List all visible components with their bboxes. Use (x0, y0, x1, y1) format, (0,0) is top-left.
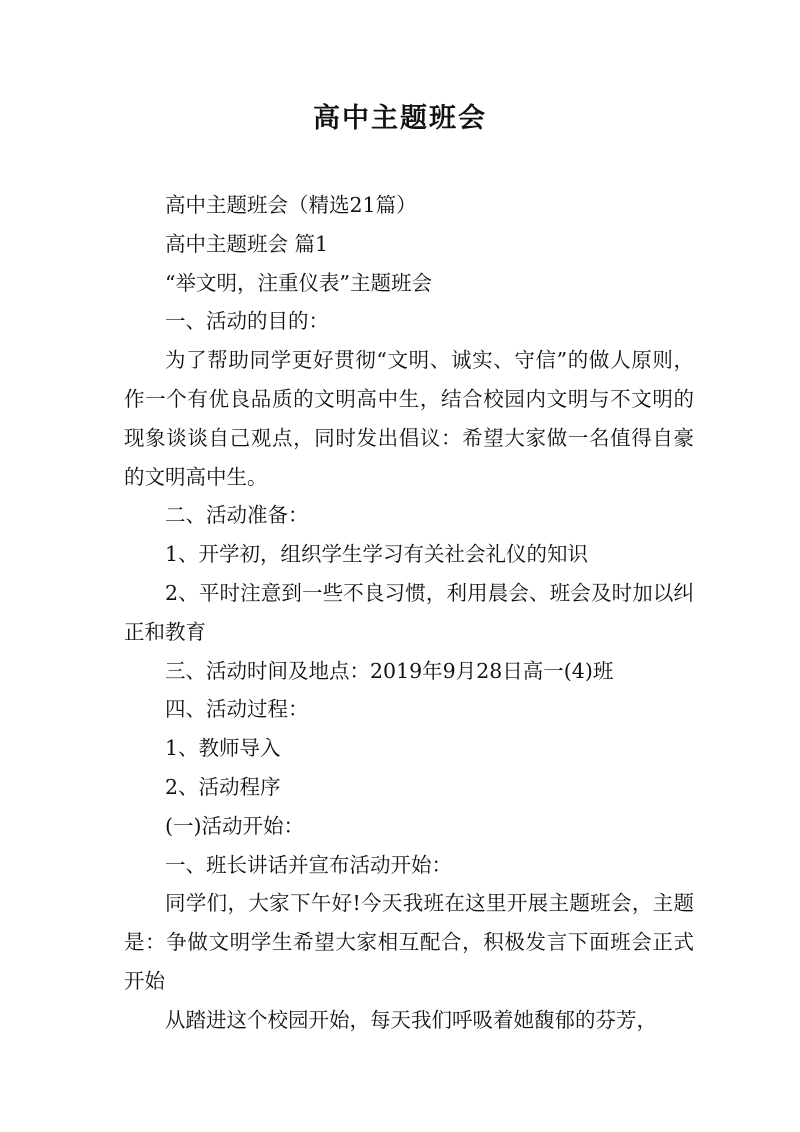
paragraph-activity-start: (一)活动开始： (165, 813, 304, 838)
paragraph-preparation-1: 1、开学初，组织学生学习有关社会礼仪的知识 (165, 542, 589, 567)
document-body (124, 186, 694, 1040)
paragraph-process-1: 1、教师导入 (165, 736, 281, 761)
paragraph-section-process: 四、活动过程： (165, 697, 309, 722)
paragraph-subtitle: 高中主题班会（精选21篇） (165, 193, 417, 217)
paragraph-section-preparation: 二、活动准备： (165, 503, 309, 528)
document-title: 高中主题班会 (313, 103, 487, 134)
paragraph-process-2: 2、活动程序 (165, 774, 281, 799)
paragraph-monitor-speech: 一、班长讲话并宣布活动开始： (165, 852, 452, 877)
paragraph-purpose-text: 为了帮助同学更好贯彻“文明、诚实、守信”的做人原则，作一个有优良品质的文明高中生，结合校园内文明与不文明的现象谈谈自己观点，同时发出倡议：希望大家做一名值得自豪的文明高中生。 (124, 348, 694, 489)
paragraph-section-purpose: 一、活动的目的： (165, 309, 329, 334)
paragraph-preparation-2: 2、平时注意到一些不良习惯，利用晨会、班会及时加以纠正和教育 (124, 580, 694, 644)
paragraph-campus-text: 从踏进这个校园开始，每天我们呼吸着她馥郁的芬芳， (165, 1007, 657, 1032)
paragraph-theme: “举文明，注重仪表”主题班会 (165, 270, 432, 295)
paragraph-chapter-heading: 高中主题班会 篇1 (165, 231, 329, 256)
paragraph-time-location: 三、活动时间及地点：2019年9月28日高一(4)班 (165, 658, 614, 683)
paragraph-speech-text: 同学们，大家下午好!今天我班在这里开展主题班会，主题是：争做文明学生希望大家相互配合，积极发言下面班会正式开始 (124, 891, 694, 993)
